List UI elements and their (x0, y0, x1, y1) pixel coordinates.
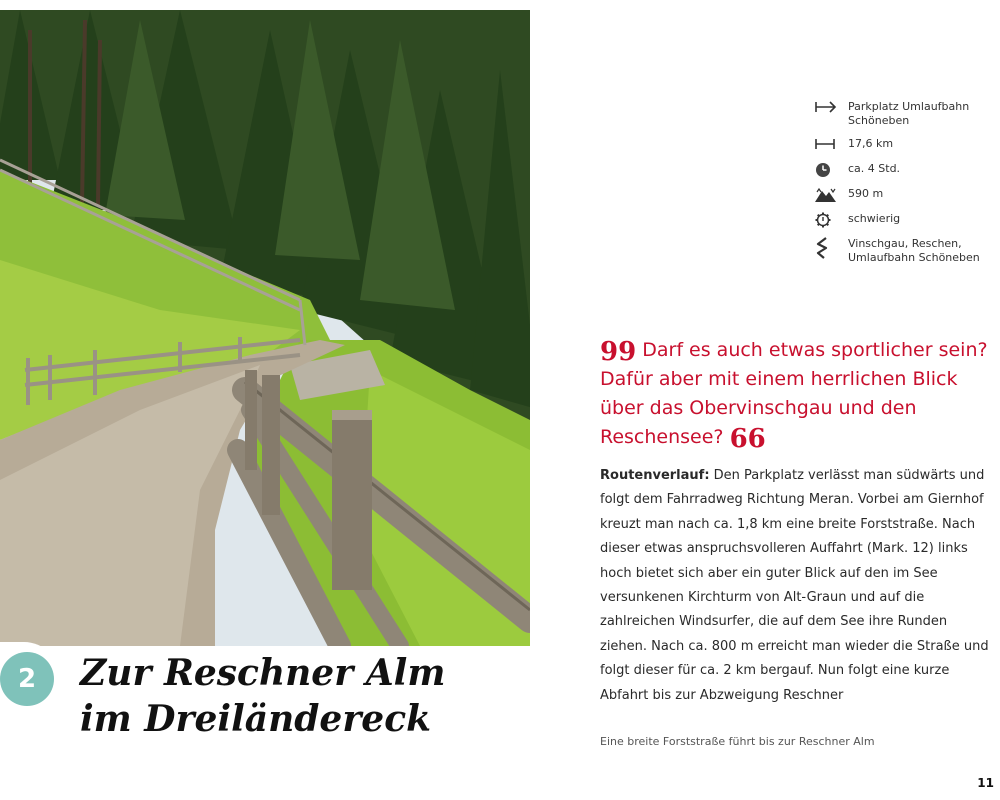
route-description-text: Den Parkplatz verlässt man südwärts und folgt dem Fahrradweg Richtung Meran. Vorbei am Giernhof kreuzt man nach ca. 1,8 km eine breite Forststraße. Nach dieser etwas anspruchsvolleren Auffahrt (Mark. 12) links hoch bietet sich aber ein guter Blick auf den im See versunkenen Kirchturm von Alt-Graun und auf die zahlreichen Windsurfer, die auf dem See ihre Runden ziehen. Nach ca. 800 m erreicht man wieder die Straße und folgt dieser für ca. 2 km bergauf. Nun folgt eine kurze Abfahrt bis zur Abzweigung Reschner (600, 468, 989, 703)
start-arrow-icon (814, 100, 838, 116)
elevation-icon (814, 187, 838, 203)
route-description (600, 464, 995, 708)
route-path-icon (814, 237, 838, 253)
info-elevation-text: 590 m (848, 187, 884, 200)
route-description-lead: Routenverlauf: (600, 468, 710, 483)
difficulty-gear-icon (814, 212, 838, 228)
info-route (814, 237, 994, 265)
info-distance (814, 137, 994, 153)
distance-icon (814, 137, 838, 153)
quote-close-mark: 66 (729, 424, 766, 454)
intro-quote (600, 336, 990, 452)
info-duration-text: ca. 4 Std. (848, 162, 901, 175)
info-start-text: Parkplatz Umlaufbahn Schöneben (848, 100, 970, 127)
clock-icon (814, 162, 838, 178)
info-duration (814, 162, 994, 178)
info-route-text: Vinschgau, Reschen, Umlaufbahn Schöneben (848, 237, 980, 264)
info-elevation (814, 187, 994, 203)
route-number-badge: 2 (0, 652, 54, 706)
photo-caption: Eine breite Forststraße führt bis zur Reschner Alm (600, 735, 875, 748)
route-photo (0, 10, 530, 646)
route-title (80, 650, 500, 742)
quote-text: Darf es auch etwas sportlicher sein? Dafür aber mit einem herrlichen Blick über das Obervinschgau und den Reschensee? (600, 339, 988, 448)
info-distance-text: 17,6 km (848, 137, 894, 150)
quote-open-mark: 99 (600, 337, 637, 367)
info-start (814, 100, 994, 128)
forest-road-illustration (0, 10, 530, 646)
info-difficulty (814, 212, 994, 228)
route-title-line1: Zur Reschner Alm (80, 652, 446, 694)
route-title-line2: im Dreiländereck (80, 698, 432, 740)
route-info-list (814, 100, 994, 274)
info-difficulty-text: schwierig (848, 212, 901, 225)
page-number: 11 (977, 776, 994, 790)
